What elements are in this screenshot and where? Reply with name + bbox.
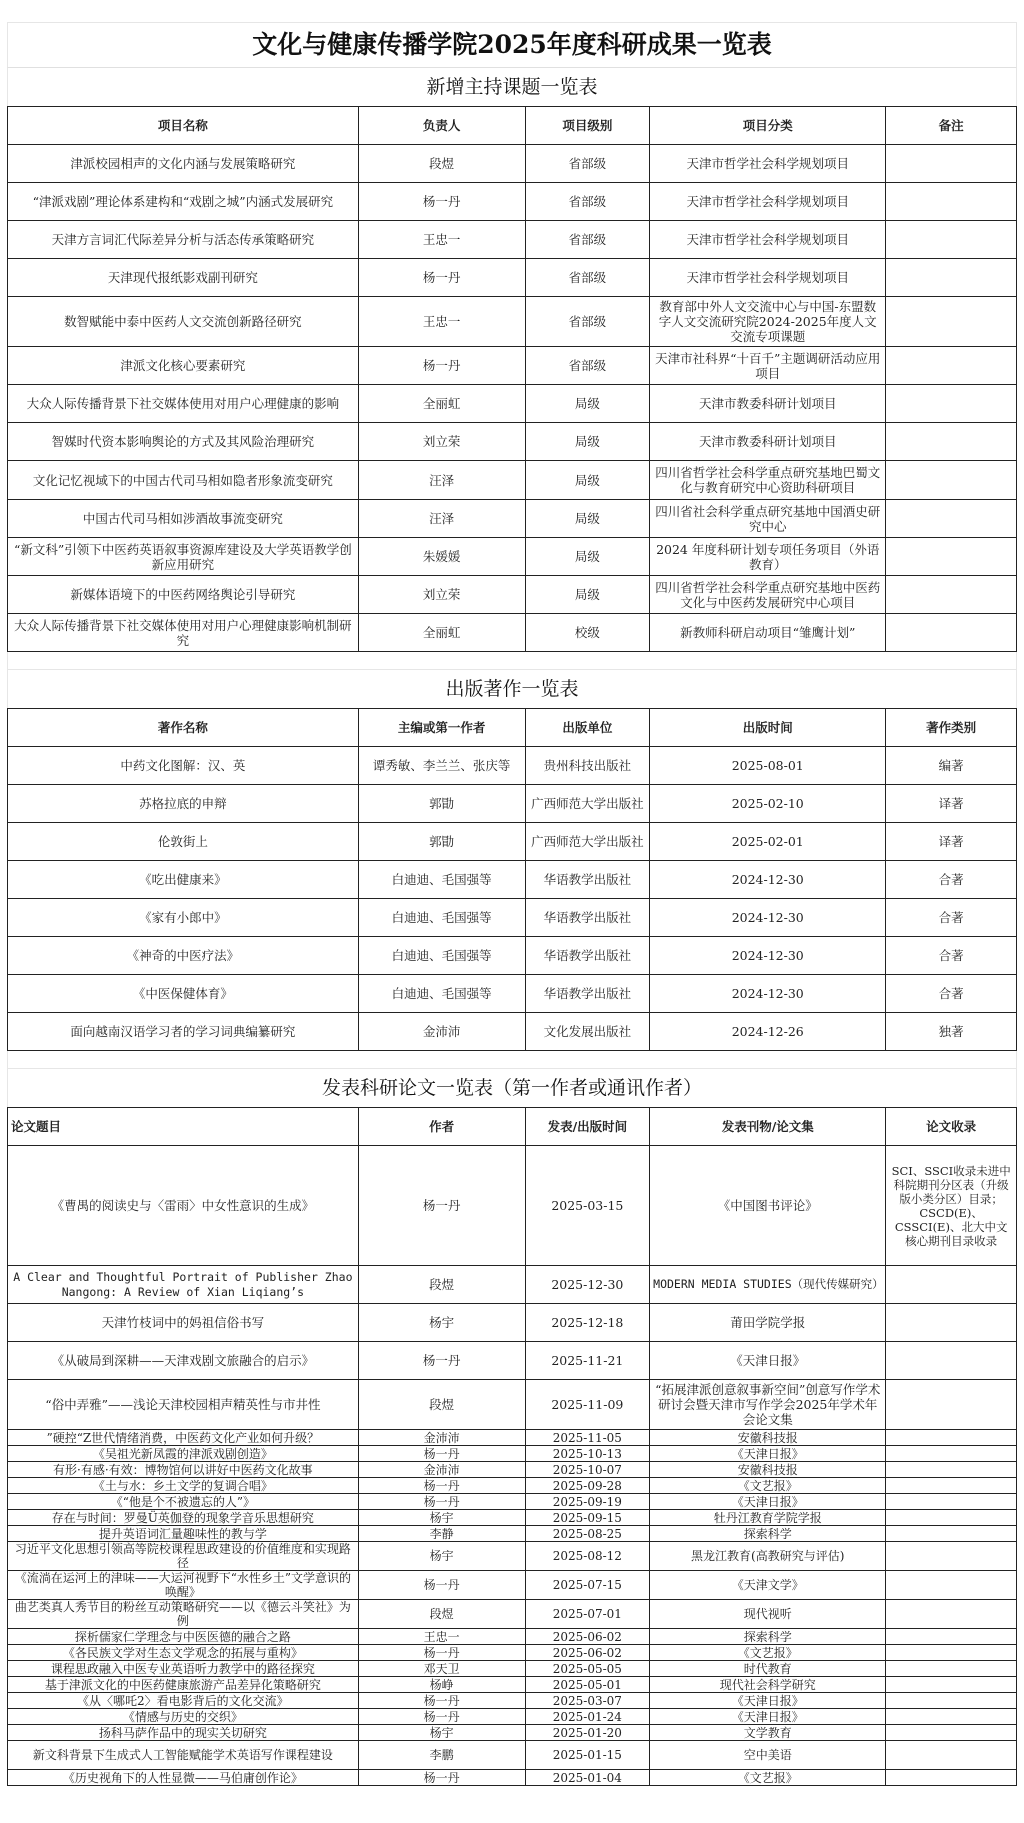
table-row [8,1380,1017,1430]
cell-index [886,1770,1017,1786]
cell-pub-date: 2024-12-30 [650,861,886,899]
cell-note [886,423,1017,461]
header-book-type: 著作类别 [886,709,1017,747]
cell-index [886,1342,1017,1380]
cell-paper-title: 习近平文化思想引领高等院校课程思政建设的价值维度和实现路径 [8,1542,359,1571]
cell-category: 天津市教委科研计划项目 [650,423,886,461]
cell-paper-author: 杨一丹 [358,1571,525,1600]
projects-header-row [8,107,1017,145]
table-row [8,297,1017,347]
header-category: 项目分类 [650,107,886,145]
cell-index [886,1430,1017,1446]
table-row [8,145,1017,183]
cell-index [886,1380,1017,1430]
cell-book-name: 苏格拉底的申辩 [8,785,359,823]
cell-paper-date: 2025-08-12 [525,1542,650,1571]
table-row [8,1146,1017,1266]
cell-category: 天津市哲学社会科学规划项目 [650,221,886,259]
cell-journal: 《文艺报》 [650,1478,886,1494]
cell-paper-author: 杨一丹 [358,1693,525,1709]
cell-note [886,183,1017,221]
cell-paper-title: 扬科马萨作品中的现实关切研究 [8,1725,359,1741]
cell-author: 白迪迪、毛国强等 [358,937,525,975]
cell-paper-author: 杨峥 [358,1677,525,1693]
table-row [8,1526,1017,1542]
cell-leader: 汪泽 [358,500,525,538]
cell-book-type: 合著 [886,899,1017,937]
cell-journal: 现代社会科学研究 [650,1677,886,1693]
cell-index [886,1266,1017,1304]
cell-journal: 《天津日报》 [650,1494,886,1510]
table-row [8,259,1017,297]
header-paper-author: 作者 [358,1108,525,1146]
table-row [8,823,1017,861]
cell-note [886,385,1017,423]
cell-author: 白迪迪、毛国强等 [358,899,525,937]
cell-paper-date: 2025-07-15 [525,1571,650,1600]
cell-paper-title: “俗中弄雅”——浅论天津校园相声精英性与市井性 [8,1380,359,1430]
cell-paper-date: 2025-09-28 [525,1478,650,1494]
cell-paper-author: 杨宇 [358,1725,525,1741]
cell-paper-title: 探析儒家仁学理念与中医医德的融合之路 [8,1629,359,1645]
cell-paper-title: 《吴祖光新凤霞的津派戏剧创造》 [8,1446,359,1462]
cell-index [886,1677,1017,1693]
cell-book-type: 编著 [886,747,1017,785]
cell-publisher: 华语教学出版社 [525,937,650,975]
cell-paper-title: 《历史视角下的人性显微——马伯庸创作论》 [8,1770,359,1786]
cell-paper-date: 2025-11-21 [525,1342,650,1380]
cell-paper-title: 存在与时间：罗曼Ü英伽登的现象学音乐思想研究 [8,1510,359,1526]
cell-leader: 全丽虹 [358,385,525,423]
cell-paper-date: 2025-09-19 [525,1494,650,1510]
table-row [8,1430,1017,1446]
table-row [8,500,1017,538]
cell-paper-date: 2025-05-05 [525,1661,650,1677]
cell-index [886,1446,1017,1462]
cell-paper-title: 提升英语词汇量趣味性的教与学 [8,1526,359,1542]
cell-level: 省部级 [525,221,650,259]
table-row [8,1542,1017,1571]
cell-category: 四川省社会科学重点研究基地中国酒史研究中心 [650,500,886,538]
cell-note [886,614,1017,652]
cell-paper-title: 《“他是个不被遗忘的人”》 [8,1494,359,1510]
table-row [8,1304,1017,1342]
cell-paper-date: 2025-01-24 [525,1709,650,1725]
cell-level: 省部级 [525,259,650,297]
cell-journal: 黑龙江教育(高教研究与评估) [650,1542,886,1571]
cell-project-name: 新媒体语境下的中医药网络舆论引导研究 [8,576,359,614]
cell-paper-title: 基于津派文化的中医药健康旅游产品差异化策略研究 [8,1677,359,1693]
cell-category: 2024 年度科研计划专项任务项目（外语教育） [650,538,886,576]
cell-book-type: 合著 [886,975,1017,1013]
cell-project-name: 中国古代司马相如涉酒故事流变研究 [8,500,359,538]
table-row [8,461,1017,500]
cell-paper-author: 杨一丹 [358,1342,525,1380]
cell-book-name: 面向越南汉语学习者的学习词典编纂研究 [8,1013,359,1051]
header-project-name: 项目名称 [8,107,359,145]
cell-author: 郭勖 [358,823,525,861]
cell-book-type: 独著 [886,1013,1017,1051]
cell-paper-date: 2025-03-15 [525,1146,650,1266]
cell-journal: 安徽科技报 [650,1430,886,1446]
cell-paper-title: 《各民族文学对生态文学观念的拓展与重构》 [8,1645,359,1661]
cell-project-name: 津派文化核心要素研究 [8,347,359,385]
cell-note [886,145,1017,183]
cell-publisher: 华语教学出版社 [525,975,650,1013]
cell-author: 郭勖 [358,785,525,823]
cell-pub-date: 2024-12-30 [650,899,886,937]
cell-paper-date: 2025-05-01 [525,1677,650,1693]
cell-publisher: 广西师范大学出版社 [525,785,650,823]
cell-project-name: 智媒时代资本影响舆论的方式及其风险治理研究 [8,423,359,461]
cell-paper-date: 2025-10-13 [525,1446,650,1462]
cell-journal: 《天津日报》 [650,1693,886,1709]
table-row [8,1629,1017,1645]
cell-paper-date: 2025-09-15 [525,1510,650,1526]
spacer-row [7,652,1017,670]
cell-leader: 段煜 [358,145,525,183]
header-note: 备注 [886,107,1017,145]
cell-pub-date: 2024-12-30 [650,937,886,975]
page-title: 文化与健康传播学院2025年度科研成果一览表 [7,22,1017,68]
cell-paper-author: 杨一丹 [358,1645,525,1661]
cell-journal: 探索科学 [650,1526,886,1542]
cell-journal: 《文艺报》 [650,1770,886,1786]
cell-level: 局级 [525,461,650,500]
spreadsheet [7,22,1017,1786]
header-journal: 发表刊物/论文集 [650,1108,886,1146]
cell-paper-date: 2025-10-07 [525,1462,650,1478]
cell-project-name: 大众人际传播背景下社交媒体使用对用户心理健康影响机制研究 [8,614,359,652]
projects-table [7,106,1017,652]
cell-leader: 朱媛媛 [358,538,525,576]
cell-paper-title: 天津竹枝词中的妈祖信俗书写 [8,1304,359,1342]
table-row [8,183,1017,221]
cell-publisher: 贵州科技出版社 [525,747,650,785]
cell-paper-author: 金沛沛 [358,1462,525,1478]
cell-category: 天津市哲学社会科学规划项目 [650,145,886,183]
table-row [8,1741,1017,1770]
cell-leader: 刘立荣 [358,576,525,614]
cell-leader: 刘立荣 [358,423,525,461]
cell-paper-date: 2025-06-02 [525,1629,650,1645]
table-row [8,221,1017,259]
cell-book-name: 中药文化图解：汉、英 [8,747,359,785]
cell-journal: 《天津日报》 [650,1342,886,1380]
table-row [8,1677,1017,1693]
cell-paper-author: 杨宇 [358,1542,525,1571]
cell-author: 白迪迪、毛国强等 [358,861,525,899]
cell-paper-title: 新文科背景下生成式人工智能赋能学术英语写作课程建设 [8,1741,359,1770]
papers-section-title: 发表科研论文一览表（第一作者或通讯作者） [7,1069,1017,1107]
cell-category: 新教师科研启动项目“雏鹰计划” [650,614,886,652]
cell-paper-author: 王忠一 [358,1629,525,1645]
cell-leader: 杨一丹 [358,259,525,297]
cell-pub-date: 2024-12-30 [650,975,886,1013]
cell-author: 金沛沛 [358,1013,525,1051]
table-row [8,576,1017,614]
cell-paper-author: 杨一丹 [358,1494,525,1510]
cell-index [886,1693,1017,1709]
cell-index [886,1494,1017,1510]
cell-paper-date: 2025-01-04 [525,1770,650,1786]
books-section-title: 出版著作一览表 [7,670,1017,708]
cell-pub-date: 2024-12-26 [650,1013,886,1051]
cell-paper-date: 2025-11-09 [525,1380,650,1430]
cell-publisher: 广西师范大学出版社 [525,823,650,861]
table-row [8,1446,1017,1462]
header-leader: 负责人 [358,107,525,145]
table-row [8,861,1017,899]
table-row [8,1342,1017,1380]
cell-leader: 汪泽 [358,461,525,500]
cell-leader: 杨一丹 [358,183,525,221]
table-row [8,1494,1017,1510]
cell-paper-author: 杨一丹 [358,1709,525,1725]
cell-journal: 莆田学院学报 [650,1304,886,1342]
cell-note [886,500,1017,538]
cell-project-name: 大众人际传播背景下社交媒体使用对用户心理健康的影响 [8,385,359,423]
cell-index [886,1526,1017,1542]
cell-category: 天津市社科界“十百千”主题调研活动应用项目 [650,347,886,385]
cell-note [886,461,1017,500]
cell-journal: “拓展津派创意叙事新空间”创意写作学术研讨会暨天津市写作学会2025年学术年会论文集 [650,1380,886,1430]
cell-paper-date: 2025-06-02 [525,1645,650,1661]
cell-level: 省部级 [525,145,650,183]
cell-level: 校级 [525,614,650,652]
cell-book-type: 合著 [886,937,1017,975]
cell-category: 天津市哲学社会科学规划项目 [650,183,886,221]
table-row [8,1600,1017,1629]
cell-project-name: 文化记忆视域下的中国古代司马相如隐者形象流变研究 [8,461,359,500]
cell-journal: 文学教育 [650,1725,886,1741]
cell-index [886,1645,1017,1661]
table-row [8,1462,1017,1478]
cell-level: 省部级 [525,347,650,385]
cell-level: 局级 [525,423,650,461]
cell-paper-author: 邓天卫 [358,1661,525,1677]
header-pub-date: 出版时间 [650,709,886,747]
cell-index [886,1542,1017,1571]
table-row [8,614,1017,652]
cell-index: SCI、SSCI收录未进中科院期刊分区表（升级版小类分区）目录；CSCD(E)、CSSCI(E)、北大中文核心期刊目录收录 [886,1146,1017,1266]
cell-book-name: 《神奇的中医疗法》 [8,937,359,975]
cell-index [886,1725,1017,1741]
cell-book-type: 译著 [886,785,1017,823]
table-row [8,385,1017,423]
cell-index [886,1478,1017,1494]
cell-paper-author: 段煜 [358,1380,525,1430]
header-paper-title: 论文题目 [8,1108,359,1146]
cell-index [886,1661,1017,1677]
cell-level: 局级 [525,500,650,538]
cell-index [886,1709,1017,1725]
table-row [8,1645,1017,1661]
cell-level: 局级 [525,538,650,576]
cell-paper-date: 2025-03-07 [525,1693,650,1709]
cell-index [886,1510,1017,1526]
cell-paper-title: 《土与水：乡土文学的复调合唱》 [8,1478,359,1494]
cell-publisher: 文化发展出版社 [525,1013,650,1051]
cell-project-name: “津派戏剧”理论体系建构和“戏剧之城”内涵式发展研究 [8,183,359,221]
table-row [8,747,1017,785]
cell-category: 四川省哲学社会科学重点研究基地中医药文化与中医药发展研究中心项目 [650,576,886,614]
table-row [8,1770,1017,1786]
cell-note [886,538,1017,576]
cell-author: 白迪迪、毛国强等 [358,975,525,1013]
table-row [8,785,1017,823]
cell-book-type: 译著 [886,823,1017,861]
cell-book-name: 《吃出健康来》 [8,861,359,899]
cell-journal: 《天津日报》 [650,1709,886,1725]
table-row [8,1266,1017,1304]
cell-paper-author: 杨宇 [358,1304,525,1342]
papers-header-row [8,1108,1017,1146]
cell-paper-author: 杨一丹 [358,1146,525,1266]
cell-category: 天津市哲学社会科学规划项目 [650,259,886,297]
cell-pub-date: 2025-02-10 [650,785,886,823]
table-row [8,899,1017,937]
cell-paper-author: 段煜 [358,1266,525,1304]
books-table [7,708,1017,1051]
table-row [8,1510,1017,1526]
projects-section-title: 新增主持课题一览表 [7,68,1017,106]
cell-index [886,1741,1017,1770]
table-row [8,1725,1017,1741]
cell-paper-author: 杨一丹 [358,1446,525,1462]
cell-journal: 《天津日报》 [650,1446,886,1462]
cell-category: 教育部中外人文交流中心与中国-东盟数字人文交流研究院2024-2025年度人文交流专项课题 [650,297,886,347]
cell-pub-date: 2025-08-01 [650,747,886,785]
cell-publisher: 华语教学出版社 [525,899,650,937]
table-row [8,423,1017,461]
cell-paper-author: 李静 [358,1526,525,1542]
cell-index [886,1304,1017,1342]
cell-book-name: 《家有小郎中》 [8,899,359,937]
cell-leader: 全丽虹 [358,614,525,652]
cell-paper-author: 李鹏 [358,1741,525,1770]
cell-leader: 王忠一 [358,297,525,347]
header-paper-date: 发表/出版时间 [525,1108,650,1146]
cell-index [886,1600,1017,1629]
table-row [8,1478,1017,1494]
cell-paper-author: 段煜 [358,1600,525,1629]
table-row [8,538,1017,576]
cell-project-name: 数智赋能中泰中医药人文交流创新路径研究 [8,297,359,347]
cell-project-name: 天津现代报纸影戏副刊研究 [8,259,359,297]
cell-author: 谭秀敏、李兰兰、张庆等 [358,747,525,785]
header-author: 主编或第一作者 [358,709,525,747]
cell-note [886,221,1017,259]
cell-publisher: 华语教学出版社 [525,861,650,899]
cell-journal: 牡丹江教育学院学报 [650,1510,886,1526]
cell-paper-author: 杨一丹 [358,1478,525,1494]
cell-index [886,1571,1017,1600]
spacer-row [7,1051,1017,1069]
cell-index [886,1462,1017,1478]
cell-project-name: “新文科”引领下中医药英语叙事资源库建设及大学英语教学创新应用研究 [8,538,359,576]
cell-index [886,1629,1017,1645]
cell-journal: 安徽科技报 [650,1462,886,1478]
books-header-row [8,709,1017,747]
header-level: 项目级别 [525,107,650,145]
cell-book-name: 伦敦街上 [8,823,359,861]
cell-paper-author: 杨一丹 [358,1770,525,1786]
table-row [8,347,1017,385]
cell-journal: 现代视听 [650,1600,886,1629]
cell-project-name: 天津方言词汇代际差异分析与活态传承策略研究 [8,221,359,259]
cell-paper-title: 《流淌在运河上的津味——大运河视野下“水性乡土”文学意识的唤醒》 [8,1571,359,1600]
cell-level: 省部级 [525,297,650,347]
cell-paper-date: 2025-08-25 [525,1526,650,1542]
cell-paper-title: ”硬控“Z世代情绪消费，中医药文化产业如何升级？ [8,1430,359,1446]
cell-journal: MODERN MEDIA STUDIES（现代传媒研究） [650,1266,886,1304]
cell-paper-title: 有形·有感·有效：博物馆何以讲好中医药文化故事 [8,1462,359,1478]
cell-paper-date: 2025-01-15 [525,1741,650,1770]
cell-journal: 空中美语 [650,1741,886,1770]
cell-journal: 《文艺报》 [650,1645,886,1661]
cell-paper-author: 杨宇 [358,1510,525,1526]
cell-note [886,259,1017,297]
cell-paper-date: 2025-12-18 [525,1304,650,1342]
cell-book-name: 《中医保健体育》 [8,975,359,1013]
header-publisher: 出版单位 [525,709,650,747]
cell-book-type: 合著 [886,861,1017,899]
header-index: 论文收录 [886,1108,1017,1146]
cell-leader: 王忠一 [358,221,525,259]
cell-note [886,297,1017,347]
cell-journal: 《天津文学》 [650,1571,886,1600]
cell-paper-title: 曲艺类真人秀节目的粉丝互动策略研究——以《德云斗笑社》为例 [8,1600,359,1629]
table-row [8,1013,1017,1051]
cell-project-name: 津派校园相声的文化内涵与发展策略研究 [8,145,359,183]
cell-level: 省部级 [525,183,650,221]
table-row [8,1709,1017,1725]
cell-paper-date: 2025-07-01 [525,1600,650,1629]
cell-level: 局级 [525,576,650,614]
table-row [8,937,1017,975]
cell-paper-author: 金沛沛 [358,1430,525,1446]
cell-paper-date: 2025-11-05 [525,1430,650,1446]
cell-paper-title: 《从〈哪吒2〉看电影背后的文化交流》 [8,1693,359,1709]
cell-journal: 《中国图书评论》 [650,1146,886,1266]
cell-paper-title: A Clear and Thoughtful Portrait of Publisher Zhao Nangong: A Review of Xian Liqiang’s [8,1266,359,1304]
cell-journal: 时代教育 [650,1661,886,1677]
table-row [8,1571,1017,1600]
cell-note [886,347,1017,385]
table-row [8,1693,1017,1709]
cell-paper-title: 《曹禺的阅读史与〈雷雨〉中女性意识的生成》 [8,1146,359,1266]
cell-paper-date: 2025-12-30 [525,1266,650,1304]
cell-paper-date: 2025-01-20 [525,1725,650,1741]
table-row [8,1661,1017,1677]
cell-category: 四川省哲学社会科学重点研究基地巴蜀文化与教育研究中心资助科研项目 [650,461,886,500]
cell-level: 局级 [525,385,650,423]
cell-category: 天津市教委科研计划项目 [650,385,886,423]
cell-leader: 杨一丹 [358,347,525,385]
cell-note [886,576,1017,614]
papers-table [7,1107,1017,1786]
cell-paper-title: 《从破局到深耕——天津戏剧文旅融合的启示》 [8,1342,359,1380]
cell-paper-title: 课程思政融入中医专业英语听力教学中的路径探究 [8,1661,359,1677]
header-book-name: 著作名称 [8,709,359,747]
table-row [8,975,1017,1013]
cell-paper-title: 《情感与历史的交织》 [8,1709,359,1725]
cell-journal: 探索科学 [650,1629,886,1645]
cell-pub-date: 2025-02-01 [650,823,886,861]
